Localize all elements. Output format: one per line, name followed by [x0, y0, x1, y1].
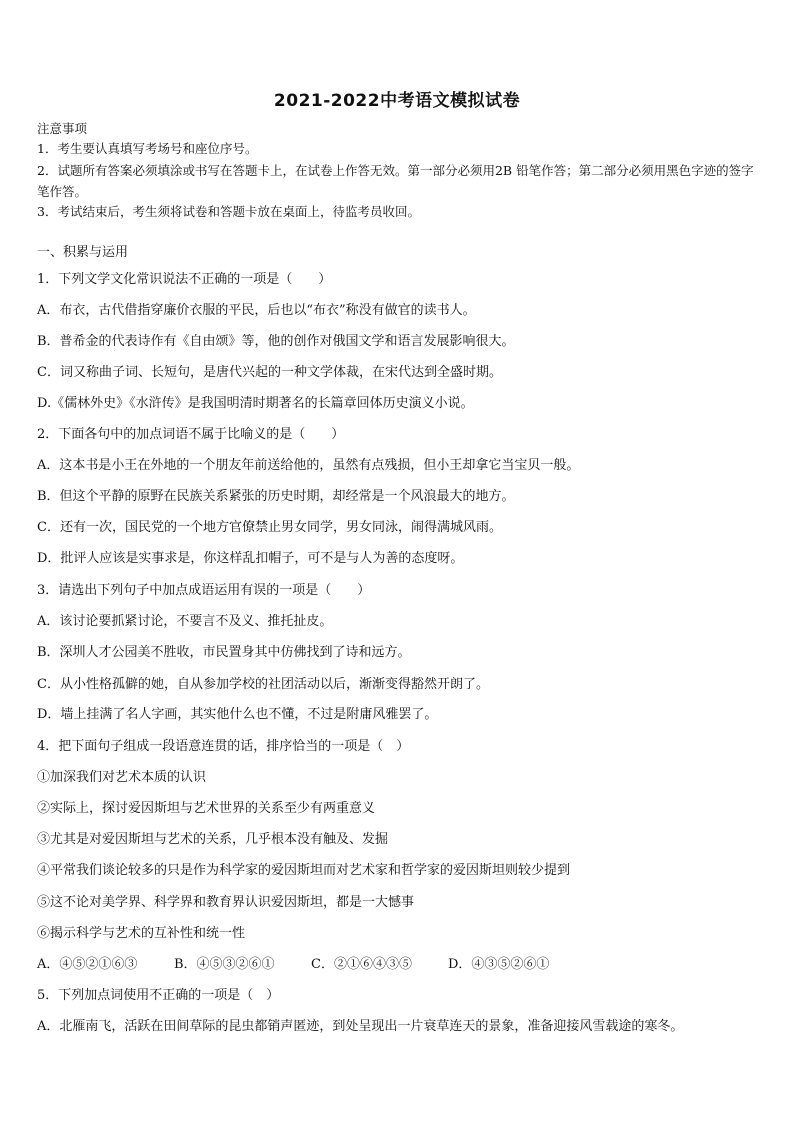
option-c: C．还有一次，国民党的一个地方官僚禁止男女同学，男女同泳，闹得满城风雨。 [37, 520, 502, 535]
option-row [37, 956, 549, 974]
question-stem: 1．下列文学文化常识说法不正确的一项是（ ） [37, 272, 332, 287]
question-stem: 4．把下面句子组成一段语意连贯的话，排序恰当的一项是（ ） [37, 739, 410, 754]
option-a: A．布衣，古代借指穿廉价衣服的平民，后也以“布衣”称没有做官的读书人。 [37, 303, 476, 318]
option-a: A．该讨论要抓紧讨论，不要言不及义、推托扯皮。 [37, 614, 333, 629]
question-stem: 5．下列加点词使用不正确的一项是（ ） [37, 988, 280, 1003]
sentence-item: ②实际上，探讨爱因斯坦与艺术世界的关系至少有两重意义 [37, 801, 376, 816]
section-heading: 一、积累与运用 [37, 245, 129, 260]
notice-item: 3．考试结束后，考生须将试卷和答题卡放在桌面上，待监考员收回。 [37, 204, 420, 219]
option-d: D．批评人应该是实事求是，你这样乱扣帽子，可不是与人为善的态度呀。 [37, 551, 464, 566]
sentence-item: ④平常我们谈论较多的只是作为科学家的爱因斯坦而对艺术家和哲学家的爱因斯坦则较少提到 [37, 863, 571, 878]
question-stem: 2．下面各句中的加点词语不属于比喻义的是（ ） [37, 427, 345, 442]
sentence-item: ③尤其是对爱因斯坦与艺术的关系，几乎根本没有触及、发掘 [37, 832, 389, 847]
option-a: A．北雁南飞，活跃在田间草际的昆虫都销声匿迹，到处呈现出一片衰草连天的景象，准备迎接风雪载途的寒冬。 [37, 1019, 684, 1034]
question-stem: 3．请选出下列句子中加点成语运用有误的一项是（ ） [37, 583, 371, 598]
option-c: C．②①⑥④③⑤ [311, 957, 412, 972]
option-b: B．但这个平静的原野在民族关系紧张的历史时期，却经常是一个风浪最大的地方。 [37, 489, 515, 504]
option-d: D.《儒林外史》《水浒传》是我国明清时期著名的长篇章回体历史演义小说。 [37, 396, 474, 411]
sentence-item: ①加深我们对艺术本质的认识 [37, 770, 207, 785]
option-d: D．墙上挂满了名人字画，其实他什么也不懂，不过是附庸风雅罢了。 [37, 707, 438, 722]
exam-title: 2021-2022中考语文模拟试卷 [273, 91, 521, 111]
option-a: A．这本书是小王在外地的一个朋友年前送给他的，虽然有点残损，但小王却拿它当宝贝一般。 [37, 458, 580, 473]
option-c: C．从小性格孤僻的她，自从参加学校的社团活动以后，渐渐变得豁然开朗了。 [37, 677, 489, 692]
sentence-item: ⑥揭示科学与艺术的互补性和统一性 [37, 926, 246, 941]
notice-item: 2．试题所有答案必须填涂或书写在答题卡上，在试卷上作答无效。第一部分必须用2B 铅笔作答；第二部分必须用黑色字迹的签字笔作答。 [37, 163, 754, 199]
option-b: B．普希金的代表诗作有《自由颂》等，他的创作对俄国文学和语言发展影响很大。 [37, 334, 515, 349]
notice-item: 1．考生要认真填写考场号和座位序号。 [37, 141, 258, 156]
option-a: A．④⑤②①⑥③ [37, 957, 138, 972]
notice-heading: 注意事项 [37, 121, 88, 136]
option-d: D．④③⑤②⑥① [448, 957, 550, 972]
sentence-item: ⑤这不论对美学界、科学界和教育界认识爱因斯坦，都是一大憾事 [37, 895, 415, 910]
option-b: B．深圳人才公园美不胜收，市民置身其中仿佛找到了诗和远方。 [37, 645, 411, 660]
option-b: B．④⑤③②⑥① [174, 957, 275, 972]
option-c: C．词又称曲子词、长短句，是唐代兴起的一种文学体裁，在宋代达到全盛时期。 [37, 365, 502, 380]
